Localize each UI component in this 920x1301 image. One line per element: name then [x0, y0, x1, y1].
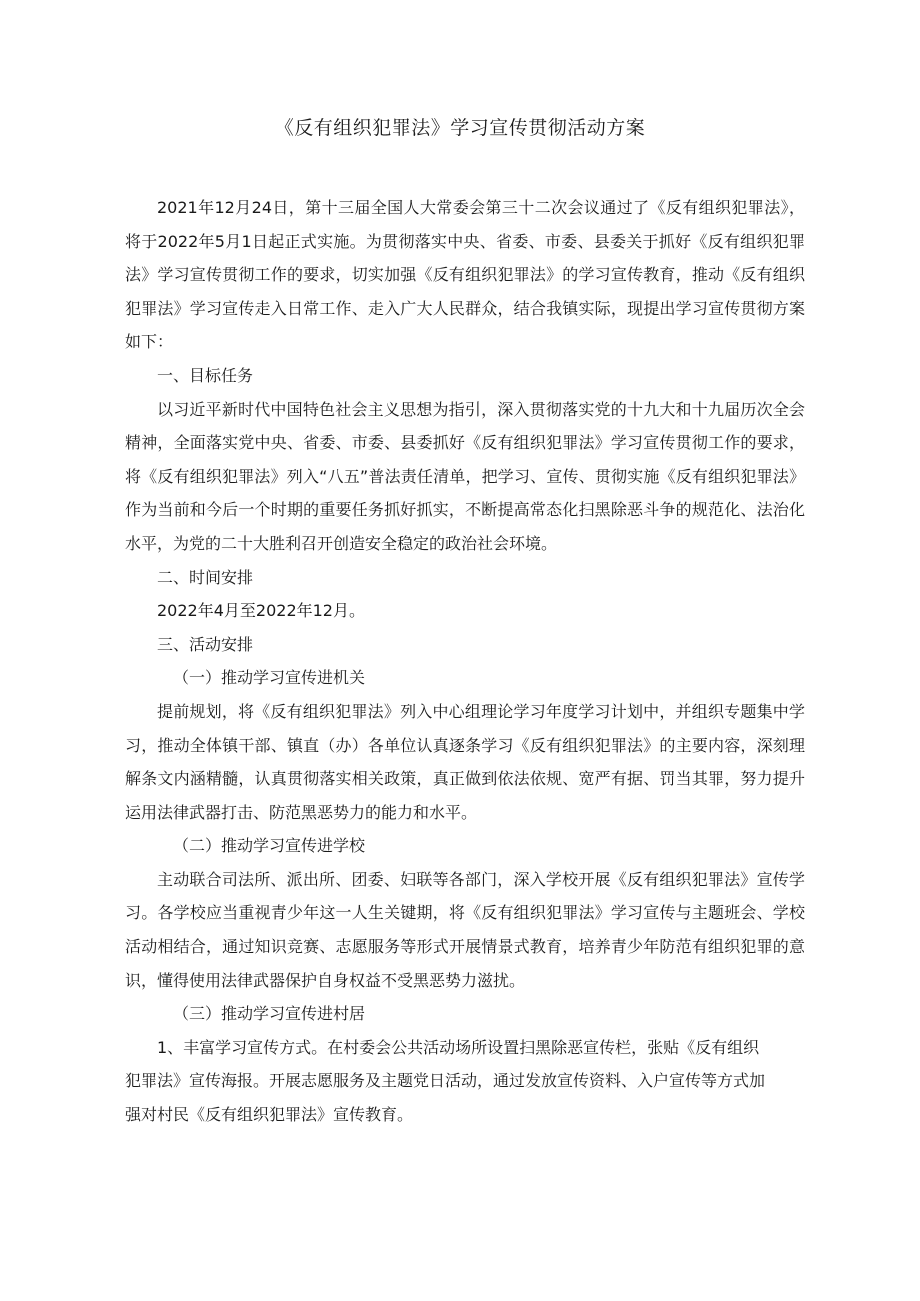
- subsection-2-heading: （二）推动学习宣传进学校: [173, 836, 366, 856]
- subsection-2-body: 主动联合司法所、派出所、团委、妇联等各部门，深入学校开展《反有组织犯罪法》宣传学习。各学校应当重视青少年这一人生关键期，将《反有组织犯罪法》学习宣传与主题班会、学校活动相结合，通过知识竞赛、志愿服务等形式开展情景式教育，培养青少年防范有组织犯罪的意识，懂得使用法律武器保护自身权益不受黑恶势力滋扰。: [125, 869, 805, 990]
- subsection-1-body: 提前规划，将《反有组织犯罪法》列入中心组理论学习年度学习计划中，并组织专题集中学习，推动全体镇干部、镇直（办）各单位认真逐条学习《反有组织犯罪法》的主要内容，深刻理解条文内涵精髓，认真贯彻落实相关政策，真正做到依法依规、宽严有据、罚当其罪，努力提升运用法律武器打击、防范黑恶势力的能力和水平。: [125, 701, 805, 822]
- section-1-heading: 一、目标任务: [157, 365, 254, 385]
- section-2-body: 2022年4月至2022年12月。: [157, 601, 365, 621]
- document-title: 《反有组织犯罪法》学习宣传贯彻活动方案: [274, 117, 646, 139]
- subsection-3-item-1: 1、丰富学习宣传方式。在村委会公共活动场所设置扫黑除恶宣传栏，张贴《反有组织犯罪法》宣传海报。开展志愿服务及主题党日活动，通过发放宣传资料、入户宣传等方式加强对村民《反有组织犯罪法》宣传教育。: [125, 1037, 766, 1125]
- document-body: [125, 191, 805, 1132]
- section-3-heading: 三、活动安排: [157, 634, 254, 654]
- subsection-3-heading: （三）推动学习宣传进村居: [173, 1004, 366, 1024]
- intro-paragraph: 2021年12月24日，第十三届全国人大常委会第三十二次会议通过了《反有组织犯罪法》，将于2022年5月1日起正式实施。为贯彻落实中央、省委、市委、县委关于抓好《反有组织犯罪法》学习宣传贯彻工作的要求，切实加强《反有组织犯罪法》的学习宣传教育，推动《反有组织犯罪法》学习宣传走入日常工作、走入广大人民群众，结合我镇实际，现提出学习宣传贯彻方案如下：: [125, 198, 805, 352]
- subsection-1-heading: （一）推动学习宣传进机关: [173, 668, 366, 688]
- section-2-heading: 二、时间安排: [157, 567, 254, 587]
- section-1-body: 以习近平新时代中国特色社会主义思想为指引，深入贯彻落实党的十九大和十九届历次全会精神，全面落实党中央、省委、市委、县委抓好《反有组织犯罪法》学习宣传贯彻工作的要求，将《反有组织犯罪法》列入“八五”普法责任清单，把学习、宣传、贯彻实施《反有组织犯罪法》作为当前和今后一个时期的重要任务抓好抓实，不断提高常态化扫黑除恶斗争的规范化、法治化水平，为党的二十大胜利召开创造安全稳定的政治社会环境。: [125, 399, 805, 553]
